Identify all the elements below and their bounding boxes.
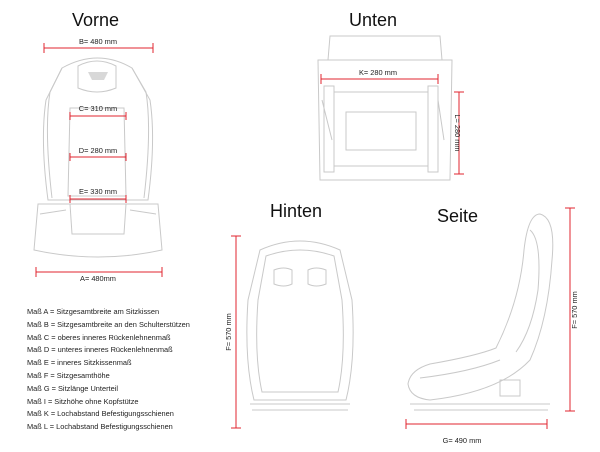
- dimension-label-c: C= 310 mm: [78, 104, 118, 113]
- dimension-label-l: L= 280 mm: [453, 114, 462, 152]
- dimension-legend: [27, 306, 190, 434]
- legend-item-k: Maß K = Lochabstand Befestigungsschienen: [27, 409, 174, 419]
- dimension-label-e: E= 330 mm: [79, 187, 117, 196]
- legend-item-d: Maß D = unteres inneres Rückenlehnenmaß: [27, 345, 173, 355]
- legend-item-f: Maß F = Sitzgesamthöhe: [27, 370, 110, 380]
- view-title-side: Seite: [437, 206, 479, 226]
- dimension-label-b: B= 480 mm: [79, 37, 117, 46]
- dimension-label-k: K= 280 mm: [359, 68, 397, 77]
- view-title-front: Vorne: [72, 10, 120, 30]
- dimension-label-g: G= 490 mm: [442, 436, 482, 445]
- view-title-bottom: Unten: [349, 10, 398, 30]
- side-seat-drawing: [408, 214, 553, 410]
- legend-item-i: Maß I = Sitzhöhe ohne Kopfstütze: [27, 396, 139, 406]
- legend-item-c: Maß C = oberes inneres Rückenlehnenmaß: [27, 332, 171, 342]
- brand-logo: [88, 72, 108, 80]
- dimension-label-a: A= 480mm: [80, 274, 116, 283]
- legend-item-b: Maß B = Sitzgesamtbreite an den Schulterstützen: [27, 319, 190, 329]
- dimension-label-f-back: F= 570 mm: [224, 313, 233, 351]
- view-title-back: Hinten: [270, 201, 323, 221]
- dimension-label-d: D= 280 mm: [78, 146, 118, 155]
- dimension-label-f-side: F= 570 mm: [570, 291, 579, 329]
- legend-item-a: Maß A = Sitzgesamtbreite am Sitzkissen: [27, 307, 160, 316]
- back-seat-drawing: [247, 241, 353, 410]
- legend-item-e: Maß E = inneres Sitzkissenmaß: [27, 358, 132, 368]
- legend-item-l: Maß L = Lochabstand Befestigungsschienen: [27, 422, 173, 432]
- bottom-seat-drawing: [318, 36, 452, 180]
- legend-item-g: Maß G = Sitzlänge Unterteil: [27, 383, 118, 393]
